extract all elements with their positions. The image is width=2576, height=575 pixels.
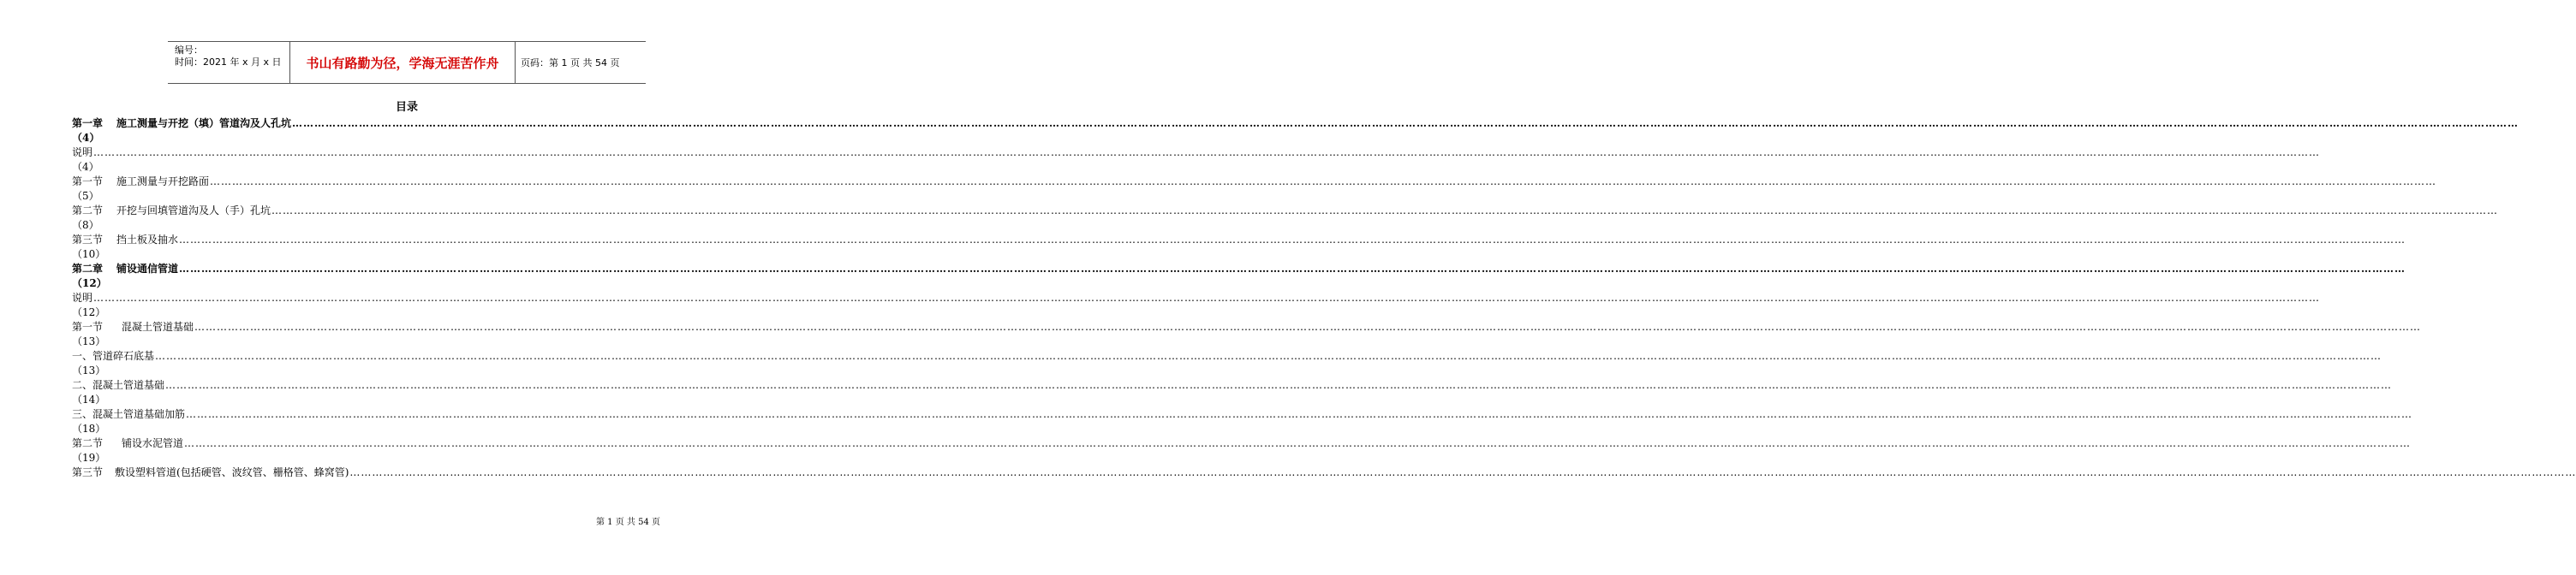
dot-leader: …………………………………………………………………………………………………………………………………………………………………………………………………………………………………………………………………………………………………………………………………………………………………………………………………………………………………………………………………………………………………………………………………………………… (179, 234, 2406, 246)
toc-text: 开挖与回填管道沟及人（手）孔坑 (116, 205, 271, 216)
dot-leader: …………………………………………………………………………………………………………………………………………………………………………………………………………………………………………………………………………………………………………………………………………………………………………………………………………………………………………………………………………………………………………………………………………………… (349, 466, 2576, 478)
toc-text: 敷设塑料管道(包括硬管、波纹管、栅格管、蜂窝管) (115, 466, 349, 478)
toc-entry[interactable] (72, 378, 2393, 407)
toc-label: 说明 (72, 146, 93, 158)
toc-entry[interactable] (72, 320, 2422, 349)
toc-title: 目录 (395, 101, 418, 114)
toc-entry[interactable] (72, 145, 2321, 175)
toc-label: 二、混凝土管道基础 (72, 379, 165, 391)
dot-leader: …………………………………………………………………………………………………………………………………………………………………………………………………………………………………………………………………………………………………………………………………………………………………………………………………………………………………………………………………………………………………………………………………………………… (292, 117, 2519, 129)
toc-page: （8） (72, 219, 99, 231)
page-footer: 第 1 页 共 54 页 (596, 518, 660, 527)
toc-page: （5） (72, 190, 99, 202)
toc-page: （12） (72, 306, 106, 318)
toc-label: 第二章 (72, 263, 104, 275)
toc-entry[interactable] (72, 233, 2406, 262)
dot-leader: …………………………………………………………………………………………………………………………………………………………………………………………………………………………………………………………………………………………………………………………………………………………………………………………………………………………………………………………………………………………………………………………………………………… (93, 146, 2321, 158)
toc-label: 第一节 (72, 175, 104, 187)
dot-leader: …………………………………………………………………………………………………………………………………………………………………………………………………………………………………………………………………………………………………………………………………………………………………………………………………………………………………………………………………………………………………………………………………………………… (93, 292, 2321, 304)
toc-text: 挡土板及抽水 (116, 234, 179, 246)
toc-page: （4） (72, 132, 100, 144)
toc-entry[interactable] (72, 349, 2382, 378)
toc-label: 说明 (72, 292, 93, 304)
dot-leader: …………………………………………………………………………………………………………………………………………………………………………………………………………………………………………………………………………………………………………………………………………………………………………………………………………………………………………………………………………………………………………………………………………………… (271, 205, 2499, 216)
toc-entry[interactable] (72, 262, 2406, 291)
toc-entry[interactable] (72, 407, 2413, 436)
dot-leader: …………………………………………………………………………………………………………………………………………………………………………………………………………………………………………………………………………………………………………………………………………………………………………………………………………………………………………………………………………………………………………………………………………………… (165, 379, 2393, 391)
toc-text: 施工测量与开挖（填）管道沟及人孔坑 (116, 117, 292, 129)
toc-label: 第三节 (72, 466, 104, 478)
toc-text: 施工测量与开挖路面 (116, 175, 210, 187)
toc-page: （13） (72, 365, 106, 376)
dot-leader: …………………………………………………………………………………………………………………………………………………………………………………………………………………………………………………………………………………………………………………………………………………………………………………………………………………………………………………………………………………………………………………………………………………… (186, 408, 2413, 420)
toc-page: （12） (72, 277, 107, 289)
toc-page: （18） (72, 423, 106, 435)
table-of-contents (72, 116, 2576, 480)
dot-leader: …………………………………………………………………………………………………………………………………………………………………………………………………………………………………………………………………………………………………………………………………………………………………………………………………………………………………………………………………………………………………………………………………………………… (155, 350, 2382, 362)
toc-entry[interactable] (72, 204, 2499, 233)
toc-label: 第一章 (72, 117, 104, 129)
toc-label: 三、混凝土管道基础加筋 (72, 408, 186, 420)
toc-label: 第二节 (72, 205, 104, 216)
page-code: 页码：第 1 页 共 54 页 (521, 57, 620, 68)
toc-page: （19） (72, 452, 106, 464)
toc-label: 一、管道碎石底基 (72, 350, 155, 362)
dot-leader: …………………………………………………………………………………………………………………………………………………………………………………………………………………………………………………………………………………………………………………………………………………………………………………………………………………………………………………………………………………………………………………………………………………… (194, 321, 2422, 333)
dot-leader: …………………………………………………………………………………………………………………………………………………………………………………………………………………………………………………………………………………………………………………………………………………………………………………………………………………………………………………………………………………………………………………………………………………… (184, 437, 2412, 449)
toc-entry[interactable] (72, 291, 2321, 320)
document-header (168, 41, 646, 84)
toc-entry[interactable] (72, 436, 2412, 465)
time-label: 时间：2021 年 x 月 x 日 (175, 56, 282, 68)
motto: 书山有路勤为径，学海无涯苦作舟 (289, 42, 516, 83)
toc-page: （14） (72, 394, 106, 406)
dot-leader: …………………………………………………………………………………………………………………………………………………………………………………………………………………………………………………………………………………………………………………………………………………………………………………………………………………………………………………………………………………………………………………………………………………… (179, 263, 2406, 275)
toc-text: 铺设水泥管道 (122, 437, 184, 449)
toc-label: 第一节 (72, 321, 104, 333)
toc-entry[interactable] (72, 116, 2519, 145)
number-label: 编号： (175, 44, 203, 56)
toc-page: （4） (72, 161, 99, 173)
dot-leader: …………………………………………………………………………………………………………………………………………………………………………………………………………………………………………………………………………………………………………………………………………………………………………………………………………………………………………………………………………………………………………………………………………………… (210, 175, 2437, 187)
toc-label: 第二节 (72, 437, 104, 449)
header-meta (168, 42, 289, 83)
toc-entry[interactable] (72, 175, 2437, 204)
toc-text: 铺设通信管道 (116, 263, 179, 275)
toc-page: （13） (72, 335, 106, 347)
toc-label: 第三节 (72, 234, 104, 246)
toc-text: 混凝土管道基础 (122, 321, 194, 333)
toc-entry[interactable] (72, 465, 2576, 480)
toc-page: （10） (72, 248, 106, 260)
